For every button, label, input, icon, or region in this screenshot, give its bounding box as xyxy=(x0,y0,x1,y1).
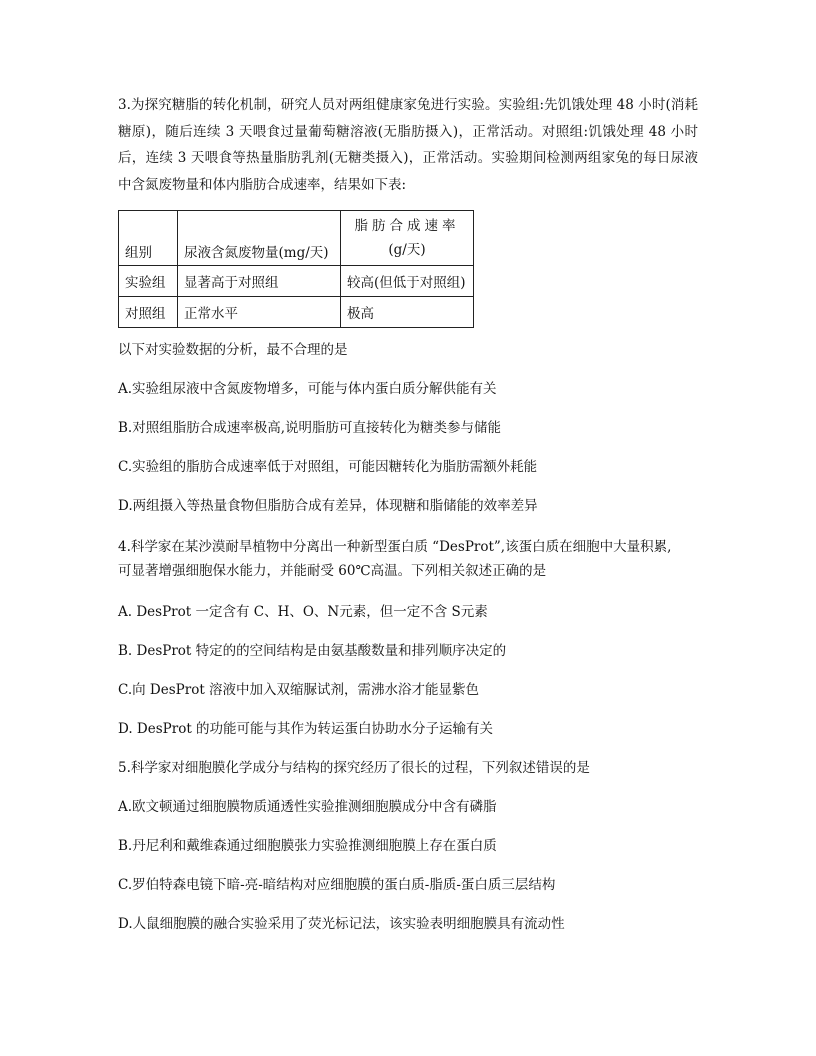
question-3-stem: 3.为探究糖脂的转化机制，研究人员对两组健康家兔进行实验。实验组:先饥饿处理 48 小时(消耗糖原)，随后连续 3 天喂食过量葡萄糖溶液(无脂肪摄入)，正常活动。对照组:饥饿处理 48 小时后，连续 3 天喂食等热量脂肪乳剂(无糖类摄入)，正常活动。实验期间检测两组家兔的每日尿液中含氮废物量和体内脂肪合成速率，结果如下表: xyxy=(118,97,698,193)
table-row xyxy=(119,297,474,328)
question-3 xyxy=(118,92,698,516)
table-cell: 对照组 xyxy=(119,297,178,328)
question-4-stem-line-2: 可显著增强细胞保水能力，并能耐受 60℃高温。下列相关叙述正确的是 xyxy=(118,563,547,579)
results-table-wrapper xyxy=(118,210,698,328)
question-5-option-d: D.人鼠细胞膜的融合实验采用了荧光标记法，该实验表明细胞膜具有流动性 xyxy=(118,916,565,932)
results-table xyxy=(118,210,474,328)
table-header-fat-synthesis xyxy=(341,211,474,266)
table-cell: 正常水平 xyxy=(178,297,341,328)
table-header-group: 组别 xyxy=(119,211,178,266)
question-4-stem-line-1: 4.科学家在某沙漠耐旱植物中分离出一种新型蛋白质 “DesProt”,该蛋白质在细胞中大量积累, xyxy=(118,539,672,555)
table-cell: 较高(但低于对照组) xyxy=(341,266,474,297)
question-5-stem: 5.科学家对细胞膜化学成分与结构的探究经历了很长的过程，下列叙述错误的是 xyxy=(118,760,590,776)
question-4-option-d: D. DesProt 的功能可能与其作为转运蛋白协助水分子运输有关 xyxy=(118,721,494,737)
table-cell: 极高 xyxy=(341,297,474,328)
question-5-option-c: C.罗伯特森电镜下暗-亮-暗结构对应细胞膜的蛋白质-脂质-蛋白质三层结构 xyxy=(118,877,556,893)
question-5 xyxy=(118,758,698,934)
question-3-option-a: A.实验组尿液中含氮废物增多，可能与体内蛋白质分解供能有关 xyxy=(118,381,497,397)
question-3-option-d: D.两组摄入等热量食物但脂肪合成有差异，体现糖和脂储能的效率差异 xyxy=(118,498,538,514)
table-row xyxy=(119,266,474,297)
table-cell: 实验组 xyxy=(119,266,178,297)
table-header-fat-synthesis-unit: (g/天) xyxy=(388,242,426,258)
table-header-nitrogen-waste: 尿液含氮废物量(mg/天) xyxy=(178,211,341,266)
question-4-option-c: C.向 DesProt 溶液中加入双缩脲试剂，需沸水浴才能显紫色 xyxy=(118,682,480,698)
question-4-options xyxy=(118,602,698,739)
table-header-row xyxy=(119,211,474,266)
table-header-fat-synthesis-label: 脂肪合成速率 xyxy=(354,218,460,234)
question-5-body xyxy=(118,758,698,934)
question-3-body xyxy=(118,340,698,516)
question-4-option-a: A. DesProt 一定含有 C、H、O、N元素，但一定不含 S元素 xyxy=(118,604,488,620)
table-cell: 显著高于对照组 xyxy=(178,266,341,297)
question-4-option-b: B. DesProt 特定的的空间结构是由氨基酸数量和排列顺序决定的 xyxy=(118,643,507,659)
question-3-option-b: B.对照组脂肪合成速率极高,说明脂肪可直接转化为糖类参与储能 xyxy=(118,420,502,436)
question-5-option-a: A.欧文顿通过细胞膜物质通透性实验推测细胞膜成分中含有磷脂 xyxy=(118,799,497,815)
question-3-prompt: 以下对实验数据的分析，最不合理的是 xyxy=(118,342,348,358)
question-4 xyxy=(118,535,698,739)
question-5-option-b: B.丹尼利和戴维森通过细胞膜张力实验推测细胞膜上存在蛋白质 xyxy=(118,838,497,854)
question-3-option-c: C.实验组的脂肪合成速率低于对照组，可能因糖转化为脂肪需额外耗能 xyxy=(118,459,538,475)
